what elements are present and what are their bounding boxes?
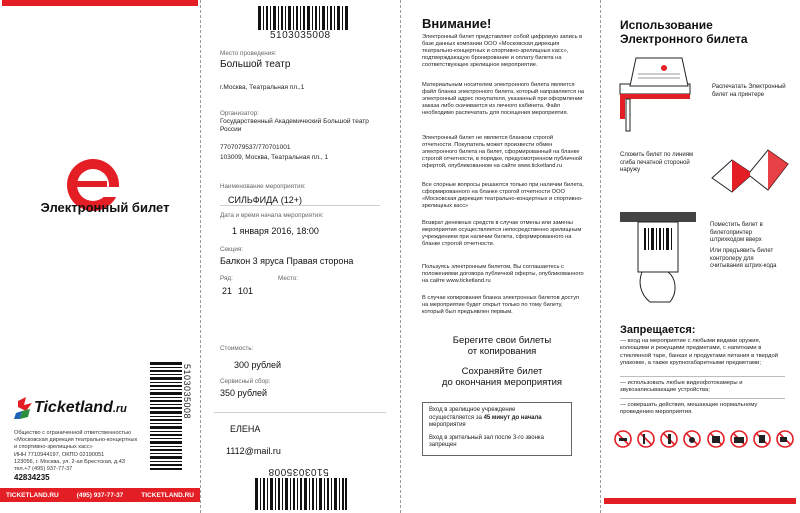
company-line: Общество с ограниченной ответственностью xyxy=(14,430,132,436)
attention-panel xyxy=(400,0,600,513)
datetime-label: Дата и время начала мероприятия: xyxy=(220,212,324,219)
forbidden-item: — совершать действия, мешающие нормальному проведению мероприятия. xyxy=(620,402,758,416)
entry-info-box xyxy=(422,402,572,456)
ticket-panel xyxy=(200,0,400,513)
company-line: тел.+7 (495) 937-77-37 xyxy=(14,466,73,473)
seat-value: 101 xyxy=(238,286,254,296)
bottom-barcode-number: 5103035008 xyxy=(268,466,329,477)
no-camera-icon xyxy=(730,430,748,448)
entry-line: осуществляется за xyxy=(429,414,482,421)
organizer-address: 103009, Москва, Театральная пл., 1 xyxy=(220,154,329,161)
attention-paragraph: Возврат денежных средств в случае отмены или замены мероприятия осуществляется непосредственно зрелищным учреждением при наличии билета, сформированного на бланке строгой отчетности. xyxy=(422,220,582,248)
entry-line: мероприятия xyxy=(429,422,466,429)
protect-heading xyxy=(414,335,590,357)
divider xyxy=(620,398,785,399)
ticketland-tld: .ru xyxy=(112,403,127,415)
usage-title-line: Электронного билета xyxy=(620,32,748,46)
footer-site-right: TICKETLAND.RU xyxy=(141,491,194,499)
price-value: 300 рублей xyxy=(234,360,282,370)
top-barcode-icon xyxy=(258,6,348,30)
fee-value: 350 рублей xyxy=(220,388,268,398)
bottom-barcode-icon xyxy=(255,478,347,510)
company-number: 42834235 xyxy=(14,473,50,483)
step-print-caption: Распечатать Электронный билет на принтере xyxy=(712,84,786,98)
attention-paragraph: Все спорные вопросы решаются только при наличии билета, сформированного на бланке строгой отчетности ООО «Московская дирекция театрально-концертных и спортивно-зрелищных касс» xyxy=(422,182,584,210)
entry-line: Вход в зрительный зал после 3-го звонка запрещен xyxy=(429,434,544,449)
forbidden-item: — вход на мероприятие с любыми видами оружия, колющими и режущими предметами, с напитками в стеклянной таре, банках и продуктами питания в твердой упаковке, а также крупногабаритными предметами; xyxy=(620,338,779,367)
fee-label: Сервисный сбор: xyxy=(220,378,271,385)
keep-line: Сохраняйте билет xyxy=(461,366,543,377)
attention-paragraph: Пользуясь электронным билетом, Вы соглашаетесь с положениями договора публичной оферты, опубликованного на сайте www.ticketland.ru xyxy=(422,264,584,285)
no-recorder-icon xyxy=(753,430,771,448)
holder-email: 1112@mail.ru xyxy=(226,446,281,456)
top-barcode-number: 5103035008 xyxy=(270,30,331,41)
protect-line: от копирования xyxy=(467,346,537,357)
company-info xyxy=(14,430,154,481)
company-line: 123056, г. Москва, ул. 2-ая Брестская, д.43 xyxy=(14,458,126,465)
fold-ticket-icon xyxy=(710,138,790,196)
usage-title-line: Использование xyxy=(620,18,713,32)
event-label: Наименование мероприятия: xyxy=(220,183,306,190)
step-fold-caption: Сложить билет по линиям сгиба печатной стороной наружу xyxy=(620,152,694,174)
attention-paragraph: Материальным носителем электронного билета является файл бланка электронного билета, который направляется на электронный адрес покупателя, указанный при оформлении заказа либо скачивается из личного кабинета. Файл необходимо распечатать для посещения мероприятия. xyxy=(422,82,584,117)
brand-title: Электронный билет xyxy=(40,200,170,215)
company-line: и спортивно-зрелищных касс» xyxy=(14,444,93,451)
red-top-bar xyxy=(2,0,198,6)
section-label: Секция: xyxy=(220,246,244,253)
attention-paragraph: В случае копирования бланка электронных билетов доступ на мероприятие будет открыт только по тому билету, который был предъявлен первым. xyxy=(422,295,580,316)
entry-line: Вход в зрелищное учреждение xyxy=(429,407,516,413)
organizer-inn: 7707079537/770701001 xyxy=(220,144,291,151)
step-present-caption: Или предъявить билет контролеру для считывания штрих-кода xyxy=(710,248,777,270)
protect-line: Берегите свои билеты xyxy=(452,335,552,346)
no-bottle-icon xyxy=(660,430,678,448)
divider xyxy=(214,412,386,413)
no-weapon-icon xyxy=(614,430,632,448)
divider xyxy=(220,205,380,206)
event-value: СИЛЬФИДА (12+) xyxy=(228,195,302,205)
ticketland-logo xyxy=(14,393,154,425)
usage-title xyxy=(620,18,790,46)
price-label: Стоимость: xyxy=(220,345,254,352)
no-luggage-icon xyxy=(707,430,725,448)
side-barcode-icon xyxy=(150,362,182,470)
row-value: 21 xyxy=(222,286,233,296)
footer-phone: (495) 937-77-37 xyxy=(76,491,124,499)
organizer-label: Организатор: xyxy=(220,110,259,117)
entry-time-bold: 45 минут до начала xyxy=(483,414,542,421)
keep-line: до окончания мероприятия xyxy=(441,377,563,388)
venue-address: г.Москва, Театральная пл.,1 xyxy=(220,84,305,91)
red-footer-bar xyxy=(0,488,200,502)
red-footer-accent xyxy=(604,498,796,504)
no-knife-icon xyxy=(637,430,655,448)
venue-label: Место проведения: xyxy=(220,50,277,57)
brand-panel xyxy=(0,0,200,513)
attention-paragraph: Электронный билет не является бланком строгой отчетности. Покупатель может произвести обмен электронного билета на билет, сформированный на бланке строгой отчетности, в порядке, предусмотренном публичной офертой, опубликованном на сайте www.ticketland.ru xyxy=(422,135,583,170)
usage-panel xyxy=(600,0,800,513)
no-video-icon xyxy=(776,430,794,448)
venue-value: Большой театр xyxy=(220,59,291,70)
footer-site-left: TICKETLAND.RU xyxy=(6,491,59,499)
forbidden-item: — использовать любые видеофотокамеры и звукозаписывающие устройства; xyxy=(620,380,743,394)
print-ticket-icon xyxy=(616,52,702,134)
datetime-value: 1 января 2016, 18:00 xyxy=(232,226,319,236)
side-barcode-number: 5103035008 xyxy=(182,364,192,420)
attention-title: Внимание! xyxy=(422,16,492,31)
section-value: Балкон 3 яруса Правая сторона xyxy=(220,256,354,266)
row-label: Ряд: xyxy=(220,275,233,282)
ticketland-name: Ticketland xyxy=(34,399,113,416)
scanner-icon xyxy=(620,212,696,308)
seat-label: Место: xyxy=(278,275,299,282)
company-line: «Московская дирекция театрально-концертных xyxy=(14,437,138,444)
organizer-value: Государственный Академический Большой театр России xyxy=(220,118,369,133)
attention-paragraph: Электронный билет представляет собой цифровую запись в базе данных компании ООО «Московская дирекция театрально-концертных и спортивно-зрелищных касс», подтверждающую бронирование и оплату билета на соответствующее зрелищное мероприятие. xyxy=(422,34,583,69)
no-food-icon xyxy=(683,430,701,448)
divider xyxy=(620,376,785,377)
forbidden-icons xyxy=(614,430,794,448)
step-scan-caption: Поместить билет в билетопринтер штрихкодом вверх xyxy=(710,222,763,244)
company-line: ИНН 7710944197, ОКПО 02190051 xyxy=(14,451,105,458)
forbidden-title: Запрещается: xyxy=(620,324,696,336)
keep-heading xyxy=(414,366,590,388)
holder-name: ЕЛЕНА xyxy=(230,424,261,434)
